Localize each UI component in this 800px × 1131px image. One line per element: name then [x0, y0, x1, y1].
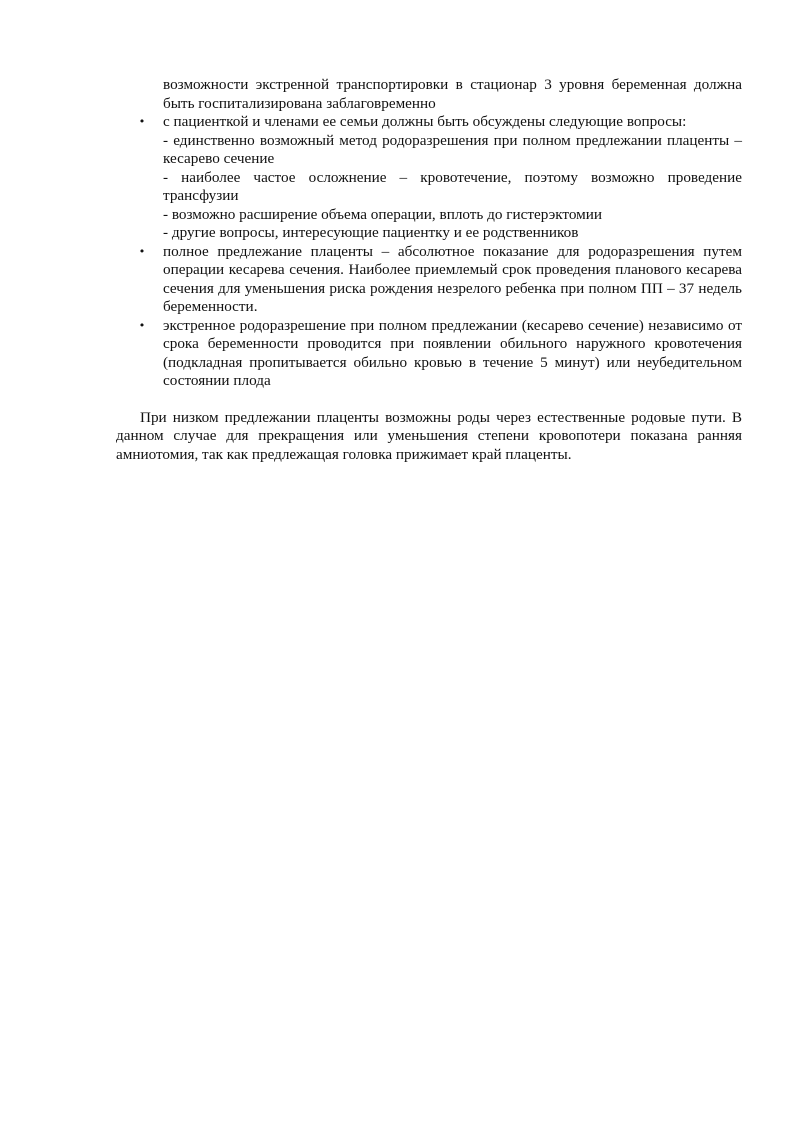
list-item-text: с пациенткой и членами ее семьи должны быть обсуждены следующие вопросы:: [163, 113, 687, 130]
continuation-paragraph: возможности экстренной транспортировки в стационар 3 уровня беременная должна быть госпитализирована заблаговременно: [163, 76, 742, 112]
sub-list-item: - другие вопросы, интересующие пациентку и ее родственников: [163, 224, 579, 241]
bullet-icon: •: [138, 244, 146, 258]
bullet-icon: •: [138, 115, 146, 128]
list-item: [116, 243, 742, 317]
list-item: [116, 317, 742, 391]
sub-list-item: - возможно расширение объема операции, вплоть до гистерэктомии: [163, 205, 603, 223]
final-paragraph: При низком предлежании плаценты возможны роды через естественные родовые пути. В данном случае для прекращения или уменьшения степени кровопотери показана ранняя амниотомия, так как предлежащая головка прижимает край плаценты.: [116, 408, 742, 463]
bullet-icon: •: [138, 318, 146, 332]
sub-list-item: - единственно возможный метод родоразрешения при полном предлежании плаценты – кесарево сечение: [163, 131, 742, 167]
bullet-list: [116, 113, 742, 391]
list-item-text: полное предлежание плаценты – абсолютное показание для родоразрешения путем операции кесарева сечения. Наиболее приемлемый срок проведения планового кесарева сечения для уменьшения риска рождения незрелого ребенка при полном ПП – 37 недель беременности.: [163, 242, 742, 315]
list-item: [116, 113, 742, 243]
document-body: [116, 76, 742, 464]
list-item-text: экстренное родоразрешение при полном предлежании (кесарево сечение) независимо от срока беременности проводится при появлении обильного наружного кровотечения (подкладная пропитывается обильно кровью в течение 5 минут) или неубедительном состоянии плода: [163, 316, 742, 389]
sub-list-item: - наиболее частое осложнение – кровотечение, поэтому возможно проведение трансфузии: [163, 168, 742, 204]
sub-list: [163, 132, 742, 243]
